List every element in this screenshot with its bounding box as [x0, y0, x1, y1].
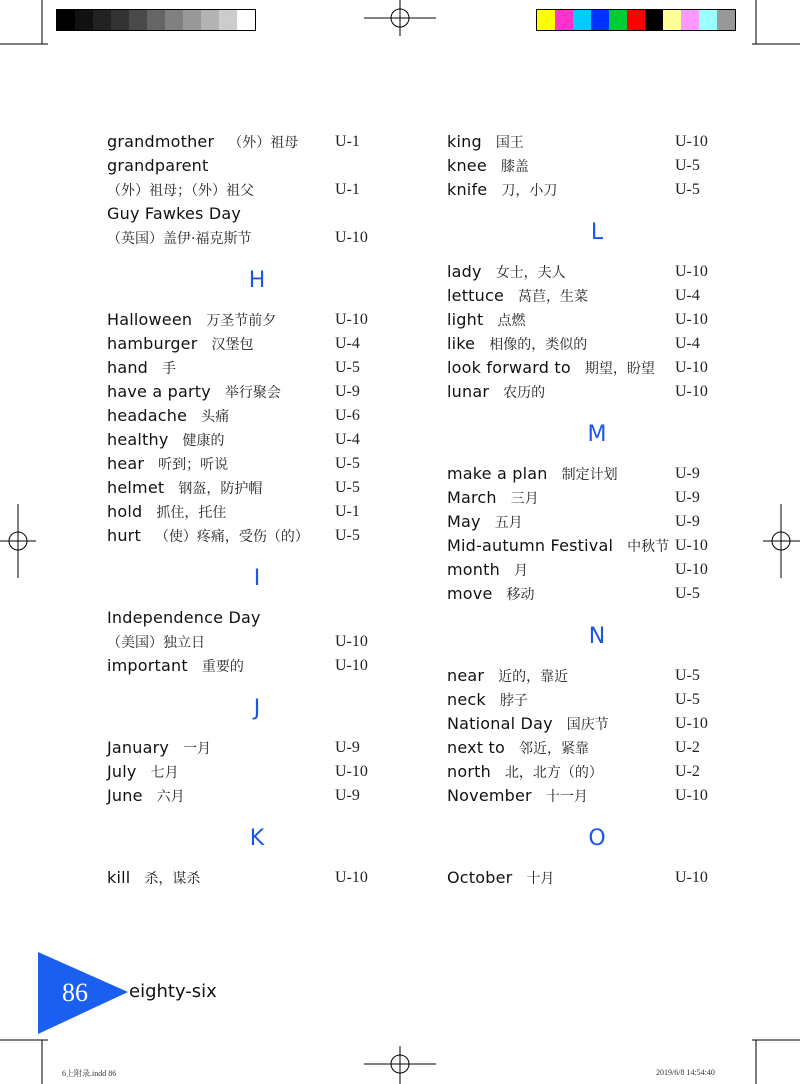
entry-chinese: （外）祖母；（外）祖父: [107, 183, 254, 199]
color-swatch: [537, 10, 555, 30]
grayscale-swatch: [147, 10, 165, 30]
entry-english: kill: [107, 868, 131, 887]
entry-unit: U-10: [675, 263, 708, 280]
section-letter: H: [248, 268, 266, 293]
entry-chinese: （使）疼痛，受伤（的）: [154, 529, 309, 545]
entry-unit: U-5: [675, 691, 700, 708]
entry-chinese: （外）祖母: [228, 135, 299, 151]
color-swatch: [645, 10, 663, 30]
entry-unit: U-1: [335, 181, 360, 198]
section-letter: J: [253, 696, 261, 721]
glossary-entry: [107, 156, 407, 178]
entry-unit: U-9: [335, 739, 360, 756]
entry-unit: U-10: [675, 715, 708, 732]
entry-unit: U-10: [675, 561, 708, 578]
entry-unit: U-5: [335, 359, 360, 376]
entry-chinese: 期望，盼望: [584, 361, 655, 377]
glossary-entry: [107, 406, 407, 428]
entry-unit: U-10: [675, 869, 708, 886]
entry-english: May: [447, 512, 481, 531]
grayscale-swatch: [237, 10, 255, 30]
entry-english: January: [107, 738, 170, 757]
entry-english: next to: [447, 738, 505, 757]
entry-english: Halloween: [107, 310, 193, 329]
entry-english: lady: [447, 262, 482, 281]
entry-english: have a party: [107, 382, 211, 401]
entry-unit: U-10: [335, 657, 368, 674]
grayscale-swatch: [201, 10, 219, 30]
entry-chinese: 点燃: [497, 313, 526, 329]
color-swatch: [573, 10, 591, 30]
entry-english: make a plan: [447, 464, 548, 483]
grayscale-swatch: [93, 10, 111, 30]
glossary-entry: [447, 762, 747, 784]
entry-english: Mid-autumn Festival: [447, 536, 614, 555]
entry-english: near: [447, 666, 485, 685]
glossary-entry: [447, 310, 747, 332]
entry-chinese: 抓住，托住: [156, 505, 227, 521]
entry-unit: U-10: [335, 633, 368, 650]
glossary-entry: [447, 382, 747, 404]
glossary-entry: [107, 526, 407, 548]
glossary-entry: [107, 204, 407, 226]
entry-unit: U-10: [675, 537, 708, 554]
entry-chinese: 脖子: [499, 693, 528, 709]
entry-chinese: 膝盖: [500, 159, 529, 175]
entry-unit: U-6: [335, 407, 360, 424]
glossary-entry: [447, 464, 747, 486]
color-swatch: [591, 10, 609, 30]
glossary-entry: [107, 868, 407, 890]
glossary-entry: [107, 786, 407, 808]
entry-chinese: 近的，靠近: [498, 669, 569, 685]
glossary-entry: [107, 430, 407, 452]
entry-english: March: [447, 488, 497, 507]
grayscale-swatch: [57, 10, 75, 30]
entry-chinese: 国庆节: [566, 717, 609, 733]
glossary-entry: [107, 502, 407, 524]
entry-chinese: 三月: [510, 491, 539, 507]
entry-unit: U-9: [335, 787, 360, 804]
entry-unit: U-10: [335, 763, 368, 780]
entry-unit: U-5: [675, 157, 700, 174]
grayscale-bar: [56, 9, 256, 31]
entry-english: knee: [447, 156, 487, 175]
entry-unit: U-10: [675, 787, 708, 804]
entry-english: grandparent: [107, 156, 209, 175]
grayscale-swatch: [183, 10, 201, 30]
entry-chinese: 举行聚会: [224, 385, 281, 401]
entry-english: hurt: [107, 526, 141, 545]
entry-unit: U-9: [675, 513, 700, 530]
entry-english: like: [447, 334, 476, 353]
slug-filename: 6上附录.indd 86: [62, 1069, 117, 1078]
page-number-word: eighty-six: [129, 981, 217, 1002]
entry-chinese: 手: [162, 361, 177, 377]
entry-chinese: 中秋节: [627, 539, 670, 555]
entry-english: July: [107, 762, 137, 781]
entry-unit: U-10: [675, 311, 708, 328]
entry-unit: U-10: [675, 383, 708, 400]
glossary-entry: [107, 334, 407, 356]
entry-chinese: 钢盔，防护帽: [178, 481, 263, 497]
color-bar: [536, 9, 736, 31]
glossary-entry: [447, 666, 747, 688]
color-swatch: [609, 10, 627, 30]
entry-chinese: 万圣节前夕: [206, 313, 277, 329]
entry-english: headache: [107, 406, 188, 425]
entry-chinese: 听到；听说: [158, 457, 229, 473]
entry-english: November: [447, 786, 532, 805]
glossary-entry: [107, 132, 407, 154]
grayscale-swatch: [219, 10, 237, 30]
entry-unit: U-2: [675, 739, 700, 756]
section-letter: O: [588, 826, 606, 851]
entry-chinese: 农历的: [503, 385, 546, 401]
page-number: 86: [62, 978, 88, 1007]
glossary-entry: [447, 358, 747, 380]
entry-chinese: 刀，小刀: [501, 183, 558, 199]
entry-english: move: [447, 584, 493, 603]
glossary-entry: [107, 632, 407, 654]
entry-chinese: 汉堡包: [211, 337, 254, 353]
entry-english: light: [447, 310, 484, 329]
glossary-entry: [447, 132, 747, 154]
entry-chinese: 十一月: [545, 789, 588, 805]
entry-unit: U-5: [675, 181, 700, 198]
glossary-entry: [107, 656, 407, 678]
entry-chinese: 十月: [526, 871, 555, 887]
entry-english: lunar: [447, 382, 490, 401]
glossary-entry: [447, 156, 747, 178]
glossary-entry: [107, 180, 407, 202]
glossary-entry: [447, 786, 747, 808]
entry-unit: U-9: [675, 489, 700, 506]
glossary-entry: [447, 560, 747, 582]
entry-english: important: [107, 656, 188, 675]
slug-timestamp: 2019/6/8 14:54:40: [656, 1068, 715, 1077]
entry-chinese: 邻近，紧靠: [519, 741, 589, 757]
glossary-entry: [447, 180, 747, 202]
entry-unit: U-9: [335, 383, 360, 400]
entry-chinese: （美国）独立日: [107, 635, 205, 651]
entry-unit: U-2: [675, 763, 700, 780]
entry-chinese: 重要的: [201, 659, 244, 675]
entry-unit: U-5: [675, 585, 700, 602]
glossary-entry: [447, 536, 747, 558]
entry-unit: U-10: [335, 229, 368, 246]
entry-chinese: 六月: [156, 789, 185, 805]
section-letter: L: [590, 220, 604, 245]
grayscale-swatch: [111, 10, 129, 30]
entry-unit: U-5: [675, 667, 700, 684]
color-swatch: [717, 10, 735, 30]
grayscale-swatch: [129, 10, 147, 30]
entry-unit: U-4: [335, 431, 360, 448]
color-swatch: [555, 10, 573, 30]
glossary-entry: [447, 334, 747, 356]
grayscale-swatch: [165, 10, 183, 30]
color-swatch: [663, 10, 681, 30]
color-swatch: [627, 10, 645, 30]
entry-english: helmet: [107, 478, 165, 497]
glossary-entry: [107, 608, 407, 630]
entry-unit: U-4: [675, 287, 700, 304]
section-letter: I: [253, 566, 261, 591]
entry-chinese: （英国）盖伊·福克斯节: [107, 231, 252, 247]
entry-english: National Day: [447, 714, 553, 733]
glossary-entry: [107, 228, 407, 250]
color-swatch: [681, 10, 699, 30]
glossary-entry: [107, 738, 407, 760]
entry-chinese: 莴苣，生菜: [518, 289, 589, 305]
section-letter: N: [588, 624, 606, 649]
glossary-entry: [107, 454, 407, 476]
glossary-entry: [447, 690, 747, 712]
entry-unit: U-4: [675, 335, 700, 352]
entry-chinese: 杀，谋杀: [144, 871, 201, 887]
glossary-entry: [447, 868, 747, 890]
entry-english: king: [447, 132, 482, 151]
entry-unit: U-5: [335, 479, 360, 496]
glossary-entry: [107, 762, 407, 784]
entry-english: Independence Day: [107, 608, 261, 627]
entry-chinese: 制定计划: [561, 467, 618, 483]
entry-english: Guy Fawkes Day: [107, 204, 242, 223]
glossary-entry: [447, 584, 747, 606]
entry-unit: U-5: [335, 455, 360, 472]
entry-english: October: [447, 868, 513, 887]
entry-english: grandmother: [107, 132, 215, 151]
entry-chinese: 国王: [495, 135, 524, 151]
entry-unit: U-1: [335, 133, 360, 150]
entry-chinese: 北，北方（的）: [504, 765, 603, 781]
entry-english: healthy: [107, 430, 169, 449]
entry-chinese: 七月: [150, 765, 179, 781]
entry-chinese: 月: [513, 563, 528, 579]
section-letter: M: [587, 422, 607, 447]
entry-english: lettuce: [447, 286, 505, 305]
entry-chinese: 头痛: [201, 409, 230, 425]
glossary-entry: [107, 310, 407, 332]
grayscale-swatch: [75, 10, 93, 30]
entry-english: look forward to: [447, 358, 571, 377]
entry-english: hand: [107, 358, 149, 377]
entry-chinese: 健康的: [182, 433, 225, 449]
entry-unit: U-10: [675, 133, 708, 150]
glossary-entry: [447, 262, 747, 284]
entry-unit: U-9: [675, 465, 700, 482]
entry-english: hamburger: [107, 334, 198, 353]
entry-english: knife: [447, 180, 488, 199]
glossary-entry: [447, 738, 747, 760]
entry-english: north: [447, 762, 491, 781]
entry-english: hear: [107, 454, 145, 473]
entry-chinese: 一月: [183, 741, 212, 757]
glossary-entry: [107, 358, 407, 380]
glossary-entry: [447, 286, 747, 308]
glossary-entry: [447, 512, 747, 534]
entry-unit: U-4: [335, 335, 360, 352]
glossary-entry: [107, 478, 407, 500]
entry-unit: U-10: [335, 311, 368, 328]
entry-unit: U-10: [335, 869, 368, 886]
color-swatch: [699, 10, 717, 30]
entry-chinese: 相像的，类似的: [489, 337, 588, 353]
entry-chinese: 女士，夫人: [495, 265, 566, 281]
entry-chinese: 五月: [494, 515, 523, 531]
section-letter: K: [249, 826, 265, 851]
entry-chinese: 移动: [506, 587, 535, 603]
entry-english: hold: [107, 502, 143, 521]
glossary-entry: [107, 382, 407, 404]
entry-english: month: [447, 560, 500, 579]
entry-unit: U-5: [335, 527, 360, 544]
entry-english: June: [107, 786, 143, 805]
entry-unit: U-1: [335, 503, 360, 520]
glossary-entry: [447, 714, 747, 736]
entry-english: neck: [447, 690, 486, 709]
glossary-entry: [447, 488, 747, 510]
entry-unit: U-10: [675, 359, 708, 376]
